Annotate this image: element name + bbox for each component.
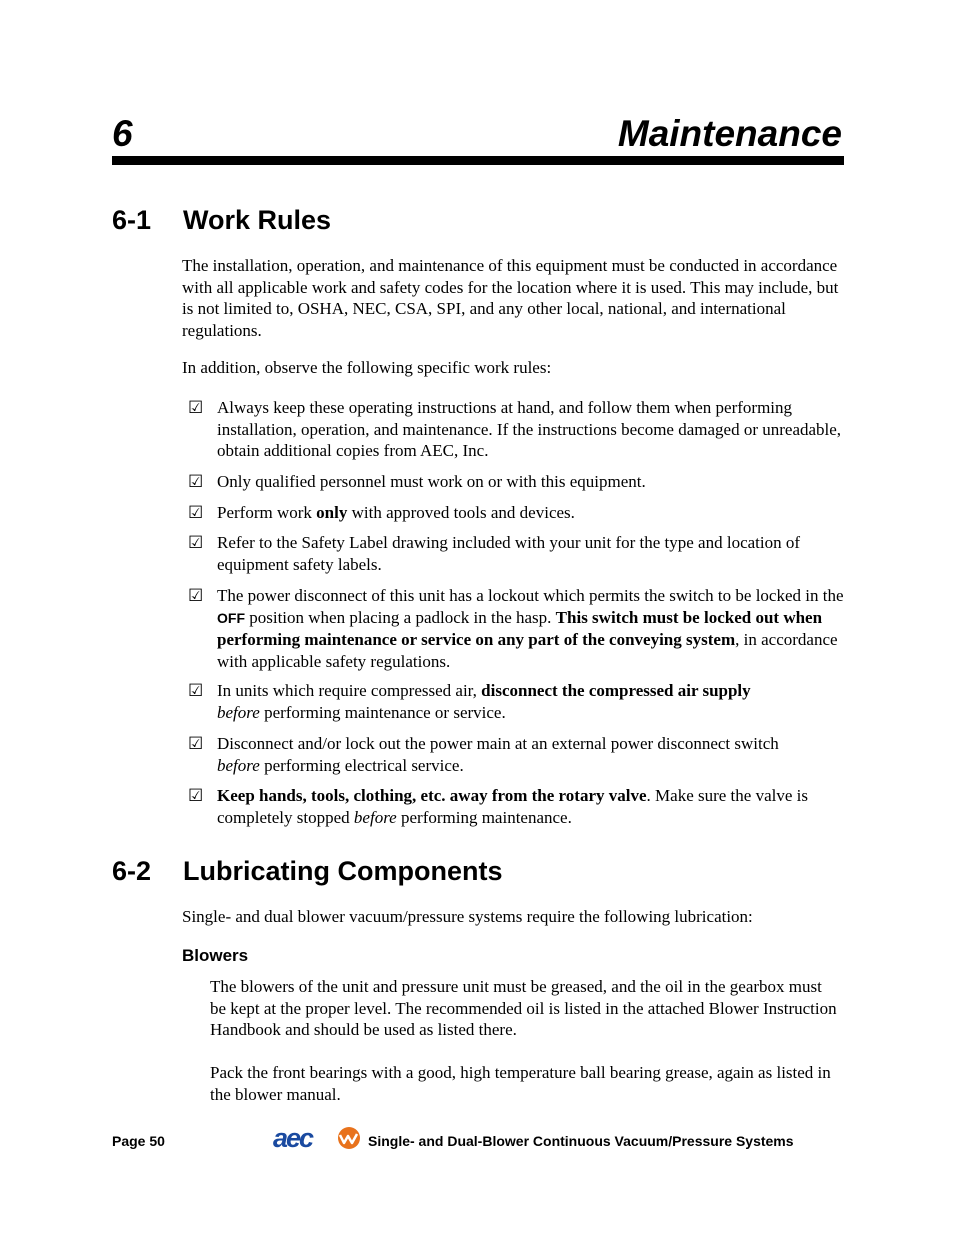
rule-text: Always keep these operating instructions at hand, and follow them when performing installation, operation, and maintenance. If the instructions become damaged or unreadable, obtain additional copies from AEC, Inc. — [217, 398, 842, 461]
document-title: Single- and Dual-Blower Continuous Vacuum/Pressure Systems — [368, 1133, 794, 1149]
aec-logo — [271, 1121, 363, 1151]
rule-emphasis: This switch must be locked out when performing maintenance or service on any part of the conveying system — [217, 607, 823, 650]
rule-item — [188, 397, 844, 462]
rule-text-part: The power disconnect of this unit has a lockout which permits the switch to be locked in the — [217, 586, 844, 605]
blowers-paragraph-1: The blowers of the unit and pressure unit must be greased, and the oil in the gearbox must be kept at the proper level. The recommended oil is listed in the attached Blower Instruction Handbook and should be used as listed there. — [210, 977, 837, 1040]
rule-text — [217, 733, 844, 776]
rule-italic: before — [217, 755, 260, 775]
rule-italic: before — [353, 807, 397, 827]
rule-item — [188, 502, 844, 524]
rule-text-part: position when placing a padlock in the hasp. — [245, 607, 556, 627]
off-label: OFF — [217, 609, 245, 626]
rule-item — [188, 785, 844, 828]
rule-emphasis: only — [316, 503, 348, 522]
work-rules-intro: The installation, operation, and maintenance of this equipment must be conducted in accordance with all applicable work and safety codes for the location where it is used. This may include, but is not limited to, OSHA, NEC, CSA, SPI, and any other local, national, and international regulations. — [182, 256, 839, 340]
rule-text-part: performing maintenance or service. — [259, 702, 506, 722]
blowers-paragraph-2: Pack the front bearings with a good, high temperature ball bearing grease, again as listed in the blower manual. — [210, 1063, 831, 1104]
chapter-rule — [112, 156, 844, 165]
checkbox-icon: ☑ — [188, 472, 204, 491]
section-title: Work Rules — [183, 205, 332, 235]
section-number: 6-1 — [112, 205, 152, 235]
rule-item — [188, 471, 844, 493]
rule-text: Only qualified personnel must work on or with this equipment. — [217, 472, 646, 491]
rule-text-part: , in accordance with applicable safety regulations. — [217, 630, 838, 671]
rule-emphasis: Keep hands, tools, clothing, etc. away from the rotary valve — [217, 786, 647, 805]
rule-text-part: Disconnect and/or lock out the power main at an external power disconnect switch — [217, 734, 779, 753]
checkbox-icon: ☑ — [188, 503, 204, 522]
work-rules-lead: In addition, observe the following specific work rules: — [182, 358, 552, 377]
rule-text-part: . Make sure the valve is completely stopped — [217, 786, 808, 827]
chapter-header — [112, 108, 844, 160]
checkbox-icon: ☑ — [188, 398, 204, 417]
lubrication-intro: Single- and dual blower vacuum/pressure systems require the following lubrication: — [182, 907, 753, 926]
section-heading-work-rules — [112, 204, 331, 236]
checkbox-icon: ☑ — [188, 734, 204, 753]
rule-text-part: Perform work — [217, 503, 317, 522]
rule-text: Refer to the Safety Label drawing included with your unit for the type and location of equipment safety labels. — [217, 533, 801, 574]
checkbox-icon: ☑ — [188, 786, 204, 805]
section-title: Lubricating Components — [183, 856, 503, 886]
page-number: Page 50 — [112, 1133, 165, 1149]
rule-text-part: In units which require compressed air, — [217, 681, 482, 700]
aec-logo-graphic — [271, 1121, 363, 1151]
chapter-number: 6 — [112, 113, 133, 154]
rule-item — [188, 585, 844, 672]
aec-wordmark — [273, 1123, 314, 1151]
section-number: 6-2 — [112, 856, 152, 886]
rule-text — [217, 680, 844, 723]
rule-text — [217, 502, 844, 524]
chapter-title: Maintenance — [617, 113, 842, 154]
rule-text — [217, 585, 844, 672]
aec-logo-text: aec — [273, 1123, 313, 1151]
checkbox-icon: ☑ — [188, 586, 204, 605]
section-heading-lubricating — [112, 855, 503, 887]
checkbox-icon: ☑ — [188, 533, 204, 552]
rule-text-part: performing maintenance. — [396, 807, 572, 827]
rule-text — [217, 785, 844, 828]
rule-text-part: performing electrical service. — [259, 755, 464, 775]
rule-item — [188, 733, 844, 776]
rule-text-part: with approved tools and devices. — [347, 503, 575, 522]
rule-item — [188, 680, 844, 723]
checkbox-icon: ☑ — [188, 681, 204, 700]
subheading-blowers: Blowers — [182, 946, 249, 965]
rule-item — [188, 532, 844, 575]
rule-italic: before — [217, 702, 260, 722]
rule-emphasis: disconnect the compressed air supply — [481, 681, 751, 700]
